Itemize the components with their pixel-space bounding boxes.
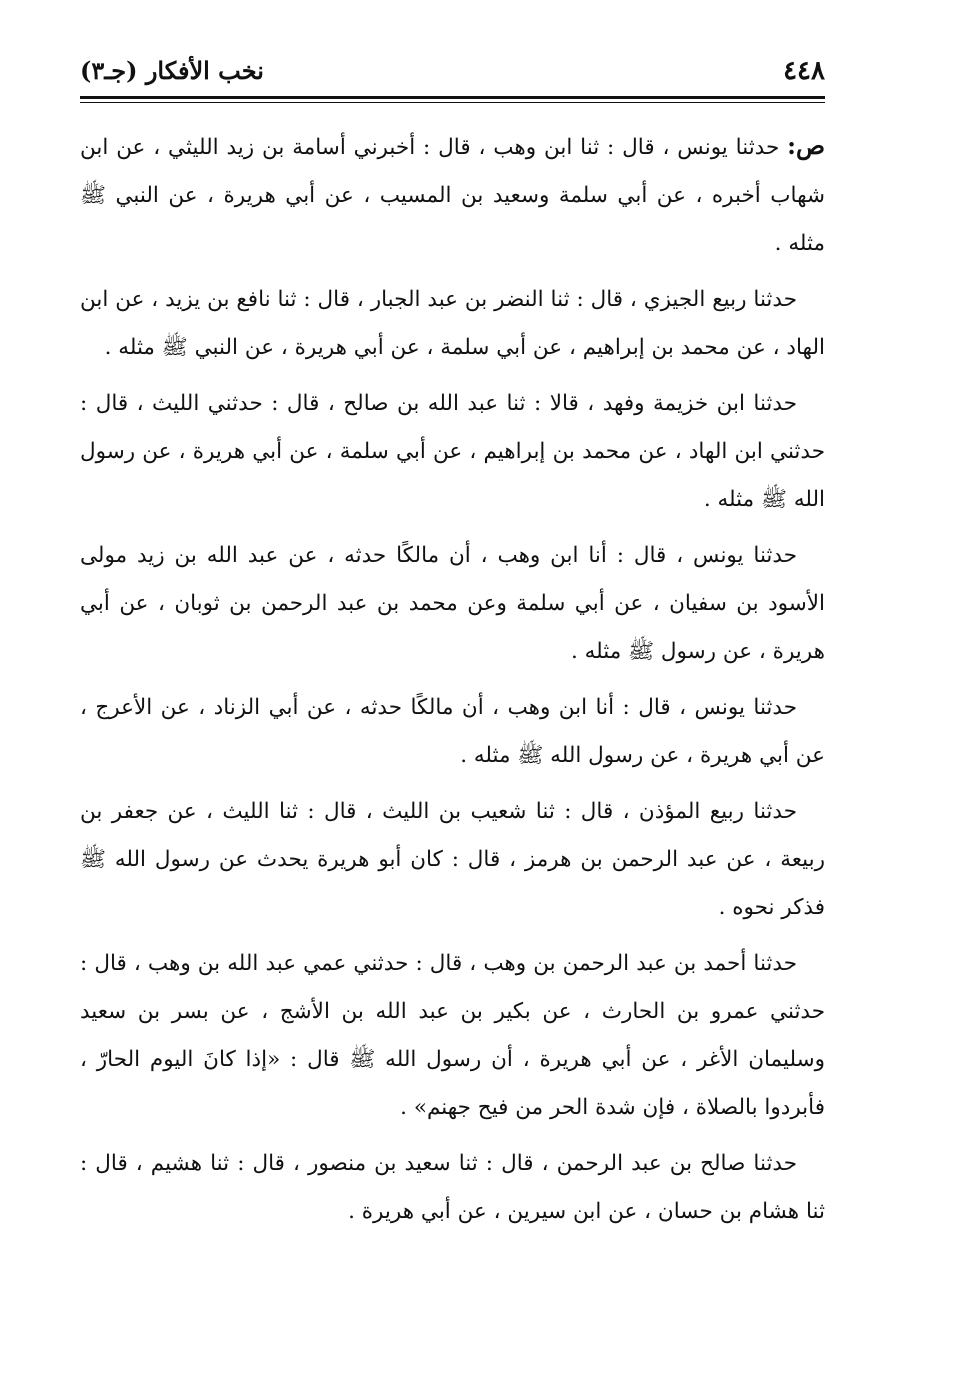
paragraph-text: حدثنا ربيع الجيزي ، قال : ثنا النضر بن عبد الجبار ، قال : ثنا نافع بن يزيد ، عن ابن الهاد ، عن محمد بن إبراهيم ، عن أبي سلمة ، عن أبي هريرة ، عن النبي ﷺ مثله . <box>80 287 825 360</box>
paragraph-text: حدثنا يونس ، قال : أنا ابن وهب ، أن مالكًا حدثه ، عن أبي الزناد ، عن الأعرج ، عن أبي هريرة ، عن رسول الله ﷺ مثله . <box>80 695 825 768</box>
paragraph-3 <box>80 380 825 524</box>
page-body <box>80 122 825 1244</box>
paragraph-5 <box>80 684 825 780</box>
siglum: ص: <box>787 131 825 160</box>
page-header <box>80 52 825 92</box>
paragraph-2 <box>80 276 825 372</box>
paragraph-6 <box>80 788 825 932</box>
page-number: ٤٤٨ <box>783 56 825 86</box>
header-rule <box>80 96 825 103</box>
paragraph-text: حدثنا ابن خزيمة وفهد ، قالا : ثنا عبد الله بن صالح ، قال : حدثني الليث ، قال : حدثني ابن الهاد ، عن محمد بن إبراهيم ، عن أبي سلمة ، عن أبي هريرة ، عن رسول الله ﷺ مثله . <box>80 391 825 512</box>
running-title: نخب الأفكار (جـ٣) <box>80 56 264 85</box>
paragraph-text: حدثنا أحمد بن عبد الرحمن بن وهب ، قال : حدثني عمي عبد الله بن وهب ، قال : حدثني عمرو بن الحارث ، عن بكير بن عبد الله بن الأشج ، عن بسر بن سعيد وسليمان الأغر ، عن أبي هريرة ، أن رسول الله ﷺ قال : «إذا كانَ اليوم الحارّ ، فأبردوا بالصلاة ، فإن شدة الحر من فيح جهنم» . <box>80 951 825 1120</box>
paragraph-7 <box>80 940 825 1132</box>
paragraph-4 <box>80 532 825 676</box>
paragraph-8 <box>80 1140 825 1236</box>
paragraph-text: حدثنا يونس ، قال : ثنا ابن وهب ، قال : أخبرني أسامة بن زيد الليثي ، عن ابن شهاب أخبره ، عن أبي سلمة وسعيد بن المسيب ، عن أبي هريرة ، عن النبي ﷺ مثله . <box>80 135 825 256</box>
paragraph-1 <box>80 122 825 268</box>
paragraph-text: حدثنا صالح بن عبد الرحمن ، قال : ثنا سعيد بن منصور ، قال : ثنا هشيم ، قال : ثنا هشام بن حسان ، عن ابن سيرين ، عن أبي هريرة . <box>80 1151 825 1224</box>
paragraph-text: حدثنا يونس ، قال : أنا ابن وهب ، أن مالكًا حدثه ، عن عبد الله بن زيد مولى الأسود بن سفيان ، عن أبي سلمة وعن محمد بن عبد الرحمن بن ثوبان ، عن أبي هريرة ، عن رسول ﷺ مثله . <box>80 543 825 664</box>
paragraph-text: حدثنا ربيع المؤذن ، قال : ثنا شعيب بن الليث ، قال : ثنا الليث ، عن جعفر بن ربيعة ، عن عبد الرحمن بن هرمز ، قال : كان أبو هريرة يحدث عن رسول الله ﷺ فذكر نحوه . <box>80 799 825 920</box>
